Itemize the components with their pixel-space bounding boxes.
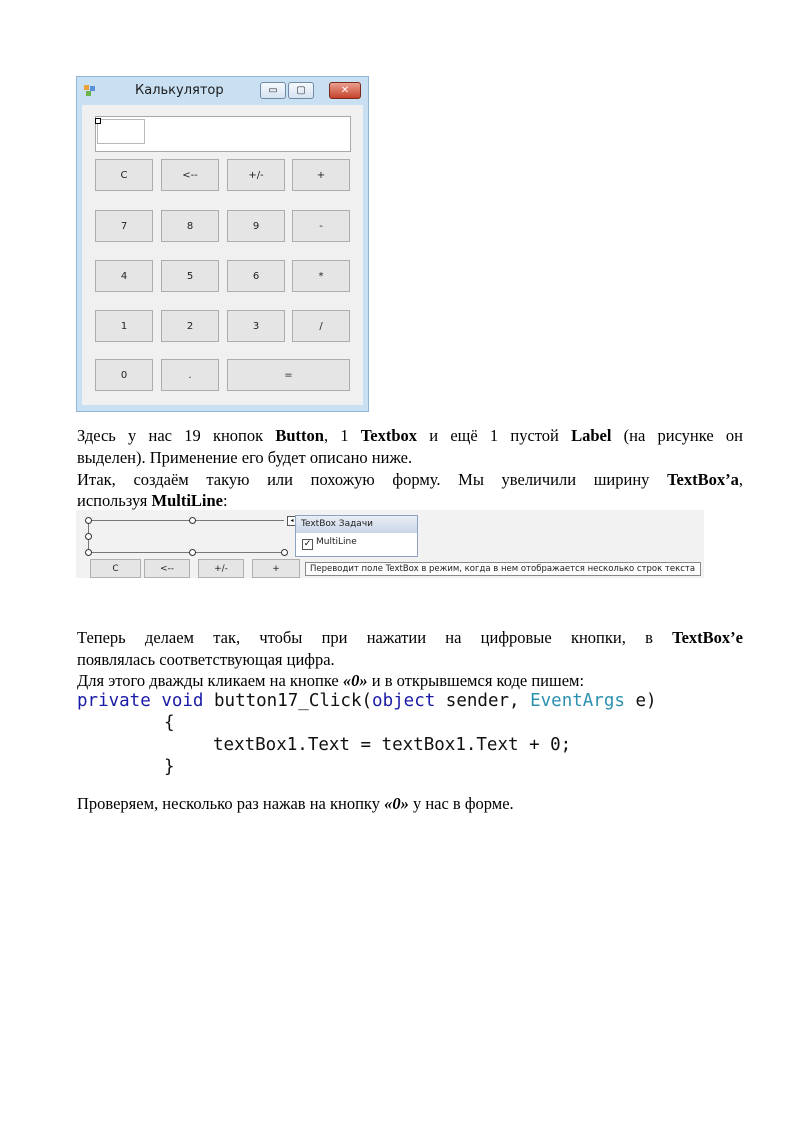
smart-tag-icon[interactable]: ◂	[287, 516, 297, 526]
close-icon: ✕	[340, 85, 350, 96]
calc-button-plus[interactable]: +	[252, 559, 300, 578]
code-line-open-brace: {	[164, 713, 175, 733]
paragraph-line: Теперь делаем так, чтобы при нажатии на цифровые кнопки, в TextBox’e	[77, 628, 743, 647]
code-line-close-brace: }	[164, 757, 175, 777]
textbox-tasks-panel	[295, 515, 418, 557]
calc-button-5[interactable]: 5	[161, 260, 219, 292]
paragraph-line: Для этого дважды кликаем на кнопке «0» и в открывшемся коде пишем:	[77, 671, 585, 690]
selection-border	[88, 552, 284, 553]
maximize-button[interactable]	[288, 82, 314, 99]
paragraph-line: выделен). Применение его будет описано ниже.	[77, 448, 413, 467]
close-button[interactable]	[329, 82, 361, 99]
resize-handle[interactable]	[85, 533, 92, 540]
calc-button-decimal[interactable]: .	[161, 359, 219, 391]
result-textbox[interactable]	[95, 116, 351, 152]
calc-button-clear[interactable]: C	[90, 559, 141, 578]
calc-button-minus[interactable]: -	[292, 210, 350, 242]
calc-button-equals[interactable]: =	[227, 359, 350, 391]
calc-button-0[interactable]: 0	[95, 359, 153, 391]
calc-button-2[interactable]: 2	[161, 310, 219, 342]
resize-handle[interactable]	[85, 549, 92, 556]
resize-handle[interactable]	[189, 549, 196, 556]
app-icon	[84, 85, 96, 96]
calc-button-7[interactable]: 7	[95, 210, 153, 242]
window-title: Калькулятор	[135, 83, 224, 98]
resize-handle[interactable]	[189, 517, 196, 524]
multiline-tooltip: Переводит поле TextBox в режим, когда в нем отображается несколько строк текста	[305, 562, 701, 576]
calc-button-divide[interactable]: /	[292, 310, 350, 342]
resize-handle[interactable]	[85, 517, 92, 524]
empty-label	[97, 119, 145, 144]
paragraph-line: используя MultiLine:	[77, 491, 228, 510]
calc-button-6[interactable]: 6	[227, 260, 285, 292]
calc-button-sign[interactable]: +/-	[227, 159, 285, 191]
form-client-area	[82, 105, 363, 405]
paragraph-line: Проверяем, несколько раз нажав на кнопку «0» у нас в форме.	[77, 794, 514, 813]
calc-button-3[interactable]: 3	[227, 310, 285, 342]
window-title-bar	[77, 77, 368, 104]
calculator-window-screenshot	[76, 76, 369, 412]
maximize-icon: ▢	[296, 85, 306, 96]
resize-handle[interactable]	[281, 549, 288, 556]
minimize-button[interactable]	[260, 82, 286, 99]
selection-handle	[95, 118, 101, 124]
calc-button-multiply[interactable]: *	[292, 260, 350, 292]
calc-button-4[interactable]: 4	[95, 260, 153, 292]
calc-button-backspace[interactable]: <--	[144, 559, 190, 578]
calc-button-clear[interactable]: C	[95, 159, 153, 191]
calc-button-9[interactable]: 9	[227, 210, 285, 242]
code-line-statement: textBox1.Text = textBox1.Text + 0;	[213, 735, 572, 755]
multiline-checkbox-label: MultiLine	[316, 537, 357, 547]
tasks-panel-title: TextBox Задачи	[296, 516, 417, 533]
calc-button-backspace[interactable]: <--	[161, 159, 219, 191]
multiline-checkbox[interactable]: ✓	[303, 539, 312, 549]
multiline-screenshot	[76, 510, 704, 578]
calc-button-sign[interactable]: +/-	[198, 559, 244, 578]
paragraph-line: Итак, создаём такую или похожую форму. Мы увеличили ширину TextBox’a,	[77, 470, 743, 489]
calc-button-plus[interactable]: +	[292, 159, 350, 191]
code-line-signature: private void button17_Click(object sender, EventArgs e)	[77, 691, 657, 711]
selection-border	[88, 520, 284, 521]
paragraph-line: появлялась соответствующая цифра.	[77, 650, 335, 669]
paragraph-line: Здесь у нас 19 кнопок Button, 1 Textbox и ещё 1 пустой Label (на рисунке он	[77, 426, 743, 445]
calc-button-8[interactable]: 8	[161, 210, 219, 242]
calc-button-1[interactable]: 1	[95, 310, 153, 342]
minimize-icon: ▭	[268, 85, 278, 96]
